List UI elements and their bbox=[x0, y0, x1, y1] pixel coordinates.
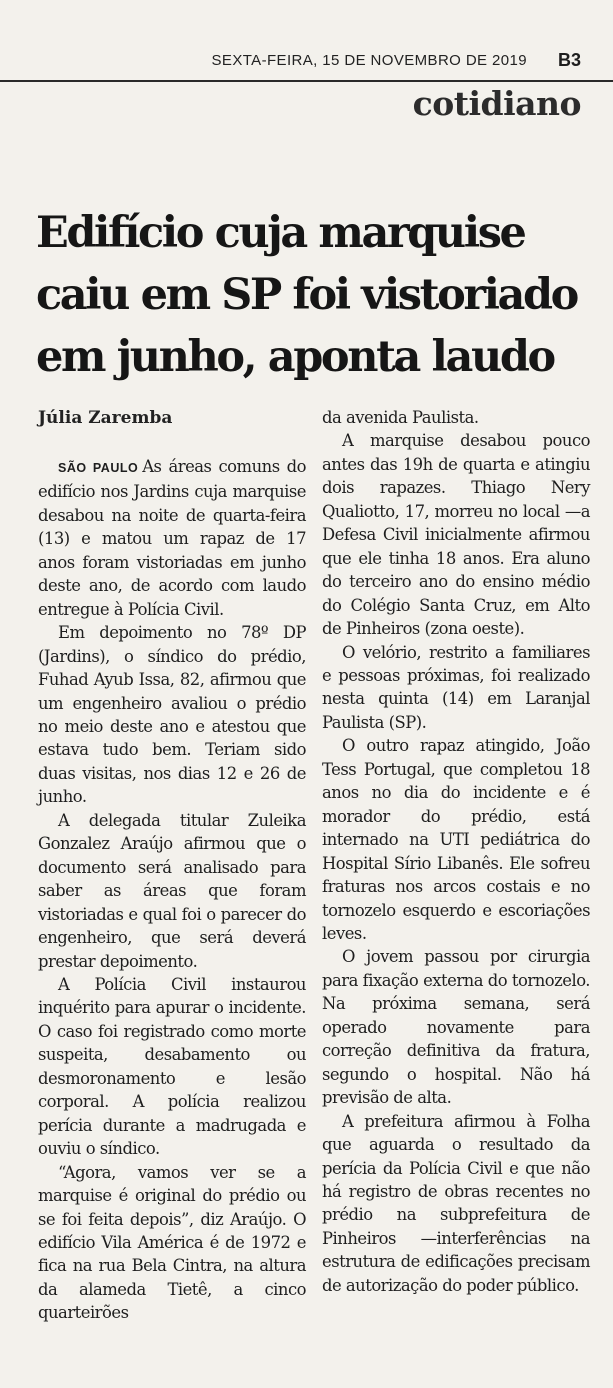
article-headline: Edifício cuja marquise caiu em SP foi vistoriado em junho, aponta laudo bbox=[36, 208, 577, 382]
article-paragraph: A delegada titular Zuleika Gonzalez Araújo afirmou que o documento será analisado para saber as áreas que foram vistoriadas e qual foi o parecer do engenheiro, que será deverá prestar depoimento. bbox=[38, 810, 306, 971]
article-paragraph: “Agora, vamos ver se a marquise é original do prédio ou se foi feita depois”, diz Araújo. O edifício Vila América é de 1972 e fica na rua Bela Cintra, na altura da alameda Tietê, a cinco quarteirões bbox=[38, 1162, 306, 1323]
article-paragraph: O velório, restrito a familiares e pessoas próximas, foi realizado nesta quinta (14) em Laranjal Paulista (SP). bbox=[322, 642, 590, 732]
article-paragraph bbox=[38, 455, 306, 621]
section-name: cotidiano bbox=[412, 84, 581, 123]
article-column-1 bbox=[38, 455, 306, 1325]
article-paragraph: O jovem passou por cirurgia para fixação externa do tornozelo. Na próxima semana, será operado novamente para correção definitiva da fratura, segundo o hospital. Não há previsão de alta. bbox=[322, 947, 590, 1108]
article-paragraph-text: As áreas comuns do edifício nos Jardins cuja marquise desabou na noite de quarta-feira (13) e matou um rapaz de 17 anos foram vistoriadas em junho deste ano, de acordo com laudo entregue à Polícia Civil. bbox=[38, 457, 306, 619]
article-paragraph: A marquise desabou pouco antes das 19h de quarta e atingiu dois rapazes. Thiago Nery Qualiotto, 17, morreu no local —a Defesa Civil inicialmente afirmou que ele tinha 18 anos. Era aluno do terceiro ano do ensino médio do Colégio Santa Cruz, em Alto de Pinheiros (zona oeste). bbox=[322, 431, 590, 639]
article-dateline: SÃO PAULO bbox=[58, 461, 139, 475]
page-header bbox=[0, 46, 613, 76]
header-rule bbox=[0, 80, 613, 82]
article-paragraph-continued: da avenida Paulista. bbox=[322, 408, 479, 427]
article-paragraph: A prefeitura afirmou à Folha que aguarda o resultado da perícia da Polícia Civil e que não há registro de obras recentes no prédio na subprefeitura de Pinheiros —interferências na estrutura de edificações precisam de autorização do poder público. bbox=[322, 1111, 590, 1295]
article-paragraph: A Polícia Civil instaurou inquérito para apurar o incidente. O caso foi registrado como morte suspeita, desabamento ou desmoronamento e lesão corporal. A polícia realizou perícia durante a madrugada e ouviu o síndico. bbox=[38, 974, 306, 1159]
article-paragraph: Em depoimento no 78º DP (Jardins), o síndico do prédio, Fuhad Ayub Issa, 82, afirmou que um engenheiro avaliou o prédio no meio deste ano e atestou que estava tudo bem. Teriam sido duas visitas, nos dias 12 e 26 de junho. bbox=[38, 623, 306, 807]
article-byline: Júlia Zaremba bbox=[38, 408, 173, 428]
issue-date: SEXTA-FEIRA, 15 DE NOVEMBRO DE 2019 bbox=[211, 52, 527, 69]
article-paragraph: O outro rapaz atingido, João Tess Portugal, que completou 18 anos no dia do incidente e é morador do prédio, está internado na UTI pediátrica do Hospital Sírio Libanês. Ele sofreu fraturas nos arcos costais e no tornozelo esquerdo e escoriações leves. bbox=[322, 736, 590, 943]
page-number: B3 bbox=[557, 50, 581, 70]
article-column-2 bbox=[322, 406, 590, 1297]
